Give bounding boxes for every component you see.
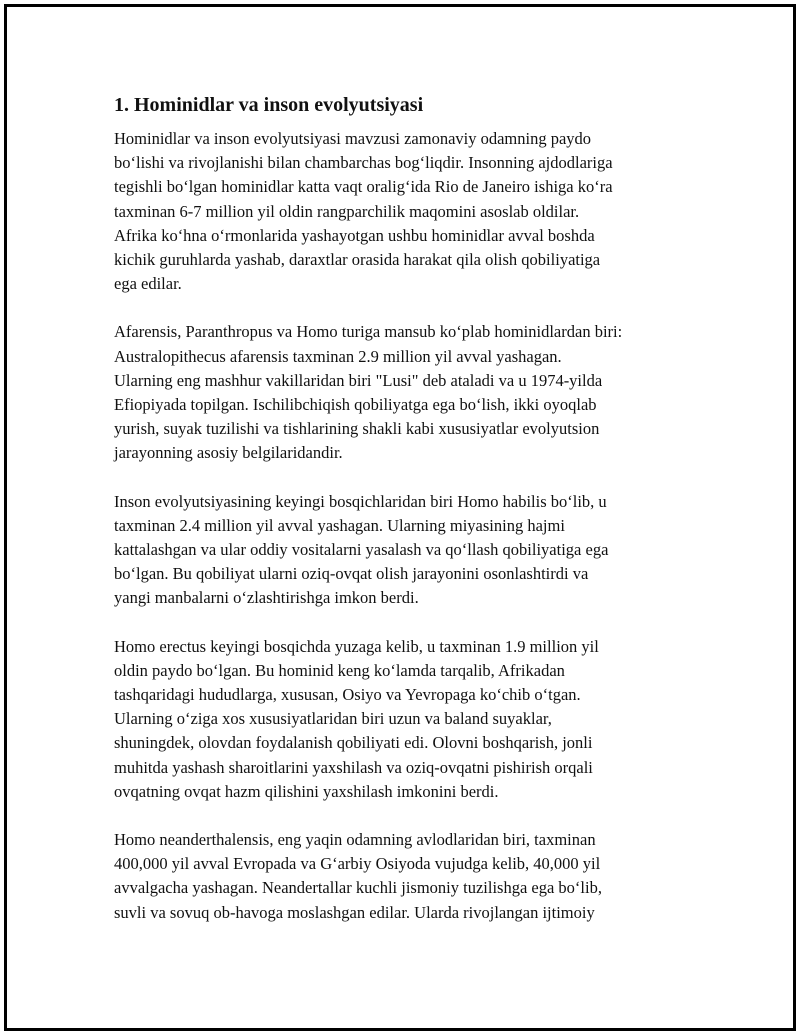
section-heading: 1. Hominidlar va inson evolyutsiyasi xyxy=(114,94,424,116)
paragraph-4 xyxy=(114,635,674,804)
text-line: oldin paydo bo‘lgan. Bu hominid keng ko‘lamda tarqalib, Afrikadan xyxy=(114,660,565,680)
text-line: kichik guruhlarda yashab, daraxtlar orasida harakat qila olish qobiliyatiga xyxy=(114,250,601,270)
text-line: Inson evolyutsiyasining keyingi bosqichlaridan biri Homo habilis bo‘lib, u xyxy=(114,491,607,511)
text-line: shuningdek, olovdan foydalanish qobiliyati edi. Olovni boshqarish, jonli xyxy=(114,733,593,753)
text-line: muhitda yashash sharoitlarini yaxshilash va oziq-ovqatni pishirish orqali xyxy=(114,757,593,777)
text-line: tashqaridagi hududlarga, xususan, Osiyo va Yevropaga ko‘chib o‘tgan. xyxy=(114,685,581,705)
text-line: Ularning eng mashhur vakillaridan biri "Lusi" deb ataladi va u 1974-yilda xyxy=(114,370,603,390)
paragraph-2 xyxy=(114,320,674,465)
text-line: Afrika ko‘hna o‘rmonlarida yashayotgan ushbu hominidlar avval boshda xyxy=(114,225,595,245)
text-line: Efiopiyada topilgan. Ischilibchiqish qobiliyatga ega bo‘lish, ikki oyoqlab xyxy=(114,395,597,415)
text-line: ega edilar. xyxy=(114,274,182,294)
text-line: bo‘lishi va rivojlanishi bilan chambarchas bog‘liqdir. Insonning ajdodlariga xyxy=(114,153,613,173)
text-line: avvalgacha yashagan. Neandertallar kuchli jismoniy tuzilishga ega bo‘lib, xyxy=(114,878,602,898)
text-line: Homo erectus keyingi bosqichda yuzaga kelib, u taxminan 1.9 million yil xyxy=(114,636,599,656)
text-line: 400,000 yil avval Evropada va G‘arbiy Osiyoda vujudga kelib, 40,000 yil xyxy=(114,854,601,874)
text-line: Ularning o‘ziga xos xususiyatlaridan biri uzun va baland suyaklar, xyxy=(114,709,552,729)
text-line: Australopithecus afarensis taxminan 2.9 million yil avval yashagan. xyxy=(114,346,562,366)
paragraph-1 xyxy=(114,127,674,296)
paragraph-3 xyxy=(114,490,674,611)
paragraph-5 xyxy=(114,828,674,925)
text-line: yurish, suyak tuzilishi va tishlarining shakli kabi xususiyatlar evolyutsion xyxy=(114,419,600,439)
text-line: Homo neanderthalensis, eng yaqin odamning avlodlaridan biri, taxminan xyxy=(114,830,596,850)
text-line: yangi manbalarni o‘zlashtirishga imkon berdi. xyxy=(114,588,419,608)
text-line: ovqatning ovqat hazm qilishini yaxshilash imkonini berdi. xyxy=(114,781,499,801)
text-line: taxminan 2.4 million yil avval yashagan. Ularning miyasining hajmi xyxy=(114,515,565,535)
text-line: Afarensis, Paranthropus va Homo turiga mansub ko‘plab hominidlardan biri: xyxy=(114,322,623,342)
text-line: taxminan 6-7 million yil oldin rangparchilik maqomini asoslab oldilar. xyxy=(114,201,580,221)
document-body xyxy=(114,92,674,949)
text-line: kattalashgan va ular oddiy vositalarni yasalash va qo‘llash qobiliyatiga ega xyxy=(114,540,609,560)
text-line: suvli va sovuq ob-havoga moslashgan edilar. Ularda rivojlangan ijtimoiy xyxy=(114,902,595,922)
text-line: tegishli bo‘lgan hominidlar katta vaqt oralig‘ida Rio de Janeiro ishiga ko‘ra xyxy=(114,177,613,197)
text-line: Hominidlar va inson evolyutsiyasi mavzusi zamonaviy odamning paydo xyxy=(114,129,592,148)
text-line: jarayonning asosiy belgilaridandir. xyxy=(114,443,343,463)
text-line: bo‘lgan. Bu qobiliyat ularni oziq-ovqat olish jarayonini osonlashtirdi va xyxy=(114,564,589,584)
